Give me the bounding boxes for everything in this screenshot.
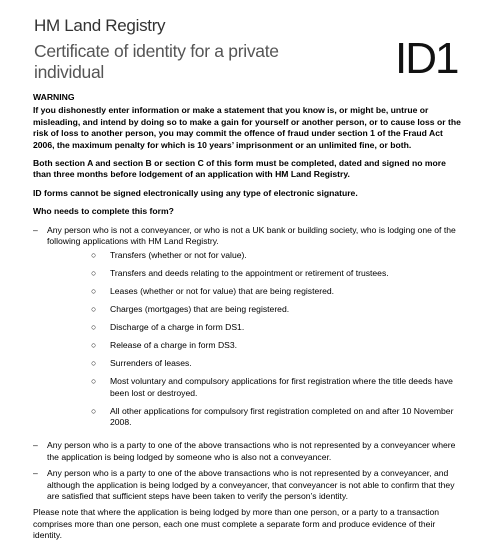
form-body	[33, 92, 461, 549]
form-id: ID1	[395, 34, 458, 83]
sections-note: Both section A and section B or section C of this form must be completed, dated and signed no more than three months before lodgement of an application with HM Land Registry.	[33, 158, 446, 180]
list-item	[47, 304, 461, 315]
list-item-text: Release of a charge in form DS3.	[110, 340, 238, 351]
list-item-text: Charges (mortgages) that are being registered.	[110, 304, 290, 315]
list-item-text: Transfers and deeds relating to the appointment or retirement of trustees.	[110, 268, 389, 279]
circle-bullet-icon: ○	[91, 405, 97, 416]
organisation-name: HM Land Registry	[34, 16, 166, 35]
circle-bullet-icon: ○	[91, 268, 97, 279]
dash-marker: –	[33, 224, 38, 235]
dash-marker: –	[33, 468, 38, 479]
list-item-text: All other applications for compulsory first registration completed on and after 10 November 2008.	[110, 405, 454, 428]
warning-text: If you dishonestly enter information or make a statement that you know is, or might be, untrue or misleading, and intend by doing so to make a gain for yourself or another person, or to cause loss or the risk of loss to another person, you may commit the offence of fraud under section 1 of the Fraud Act 2006, the maximum penalty for which is 10 years’ imprisonment or an unlimited fine, or both.	[33, 105, 461, 150]
list-item	[47, 322, 461, 333]
dash-marker: –	[33, 440, 38, 451]
list-item-text: Most voluntary and compulsory applications for first registration where the title deeds have been lost or destroyed.	[110, 376, 453, 398]
form-title: Certificate of identity for a private individual	[34, 41, 279, 82]
list-item-text: Any person who is a party to one of the above transactions who is not represented by a conveyancer where the application is being lodged by someone who is also not a conveyancer.	[47, 440, 456, 462]
warning-heading: WARNING	[33, 92, 75, 102]
circle-bullet-icon: ○	[91, 322, 97, 333]
list-item	[47, 286, 461, 297]
circle-bullet-icon: ○	[91, 358, 97, 369]
circle-bullet-icon: ○	[91, 286, 97, 297]
list-item	[47, 358, 461, 369]
list-item-text: Transfers (whether or not for value).	[110, 250, 247, 261]
list-item	[47, 268, 461, 279]
list-item-text: Discharge of a charge in form DS1.	[110, 322, 245, 333]
list-item	[47, 406, 461, 429]
circle-bullet-icon: ○	[91, 376, 97, 387]
list-item	[47, 340, 461, 351]
list-item-text: Leases (whether or not for value) that are being registered.	[110, 286, 335, 297]
list-item	[33, 468, 461, 502]
list-item	[47, 250, 461, 261]
electronic-signature-note: ID forms cannot be signed electronically using any type of electronic signature.	[33, 187, 358, 198]
circle-bullet-icon: ○	[91, 304, 97, 315]
list-item	[47, 376, 461, 399]
application-type-list	[47, 250, 461, 428]
list-item-text: Any person who is a party to one of the above transactions who is not represented by a conveyancer, and although the application is being lodged by a conveyancer, that conveyancer is not able to confirm that they are satisfied that sufficient steps have been taken to verify the person’s identity.	[47, 468, 455, 501]
circle-bullet-icon: ○	[91, 250, 97, 261]
list-item	[33, 440, 461, 463]
circle-bullet-icon: ○	[91, 340, 97, 351]
list-item-text: Surrenders of leases.	[110, 358, 192, 369]
footer-note: Please note that where the application is being lodged by more than one person, or a party to a transaction comprises more than one person, each one must complete a separate form and produce evidence of their identity.	[33, 507, 440, 541]
list-item	[33, 225, 461, 436]
list-item-text: Any person who is not a conveyancer, or who is not a UK bank or building society, who is lodging one of the following applications with HM Land Registry.	[47, 224, 456, 247]
who-completes-heading: Who needs to complete this form?	[33, 206, 174, 217]
